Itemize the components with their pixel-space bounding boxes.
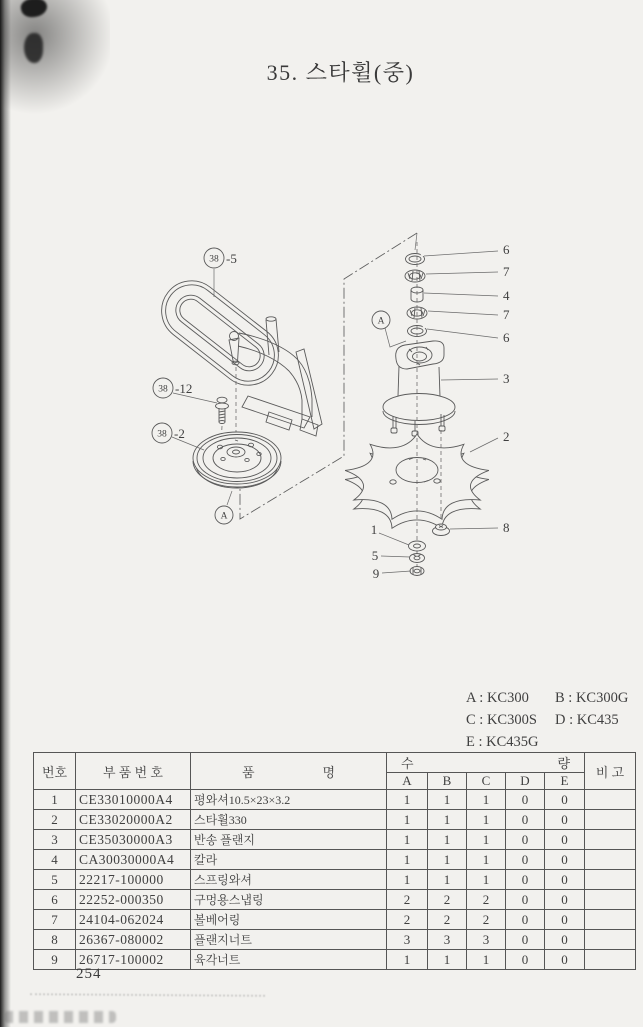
remarks-cell — [585, 870, 636, 890]
svg-text:38: 38 — [209, 254, 219, 265]
qty-cell: 0 — [545, 910, 585, 930]
legend-separator: : — [565, 712, 577, 728]
no-cell: 2 — [34, 810, 76, 830]
section-marker-a-right — [372, 311, 406, 347]
callout-38-5 — [204, 248, 237, 297]
parts-table — [33, 752, 636, 970]
part-no-cell: CE35030000A3 — [76, 830, 191, 850]
svg-text:A: A — [377, 316, 385, 327]
legend-value: KC435G — [486, 734, 539, 750]
remarks-cell — [585, 850, 636, 870]
svg-text:4: 4 — [503, 288, 510, 303]
snap-ring — [406, 252, 427, 265]
qty-cell: 1 — [467, 830, 506, 850]
section-marker-a-left — [215, 491, 233, 524]
qty-cell: 0 — [545, 850, 585, 870]
name-cell: 칼라 — [191, 850, 387, 870]
qty-cell: 1 — [387, 870, 428, 890]
svg-text:38: 38 — [158, 384, 168, 395]
qty-cell: 0 — [545, 830, 585, 850]
svg-text:6: 6 — [503, 330, 510, 345]
legend-entry — [555, 687, 628, 709]
name-header-left: 품 — [242, 764, 255, 780]
no-cell: 6 — [34, 890, 76, 910]
model-header-c: C — [467, 773, 506, 790]
legend-separator: : — [564, 690, 576, 706]
qty-cell: 1 — [387, 790, 428, 810]
page-title: 35. 스타휠(중) — [266, 60, 415, 85]
qty-cell: 0 — [506, 950, 545, 970]
qty-cell: 1 — [428, 850, 467, 870]
col-header-qty — [387, 753, 585, 773]
legend-separator: : — [475, 712, 487, 728]
qty-cell: 0 — [506, 830, 545, 850]
qty-cell: 1 — [428, 950, 467, 970]
table-row — [34, 890, 636, 910]
legend-row — [466, 687, 636, 709]
qty-cell: 1 — [428, 870, 467, 890]
qty-cell: 0 — [545, 890, 585, 910]
name-cell: 반송 플랜지 — [191, 830, 387, 850]
col-header-name — [191, 753, 387, 790]
qty-cell: 0 — [506, 870, 545, 890]
name-cell: 볼베어링 — [191, 910, 387, 930]
part-no-cell: 22252-000350 — [76, 890, 191, 910]
part-no-cell: 26717-100002 — [76, 950, 191, 970]
model-header-e: E — [545, 773, 585, 790]
qty-cell: 1 — [387, 950, 428, 970]
legend-value: KC300S — [486, 712, 537, 728]
name-cell: 구멍용스냅링 — [191, 890, 387, 910]
callout-38-12 — [153, 378, 217, 403]
qty-cell: 3 — [467, 930, 506, 950]
svg-text:-5: -5 — [226, 251, 237, 266]
qty-cell: 2 — [387, 890, 428, 910]
svg-text:-2: -2 — [174, 426, 185, 441]
page-number: 254 — [76, 966, 102, 982]
remarks-cell — [585, 930, 636, 950]
no-cell: 3 — [34, 830, 76, 850]
table-row — [34, 810, 636, 830]
table-row — [34, 830, 636, 850]
model-header-d: D — [506, 773, 545, 790]
svg-text:5: 5 — [371, 548, 379, 563]
qty-cell: 2 — [428, 910, 467, 930]
part-no-cell: CE33020000A2 — [76, 810, 191, 830]
qty-cell: 1 — [467, 850, 506, 870]
svg-text:2: 2 — [503, 429, 510, 444]
qty-cell: 1 — [467, 810, 506, 830]
remarks-cell — [585, 830, 636, 850]
part-no-cell: 26367-080002 — [76, 930, 191, 950]
callout-7-bottom — [428, 307, 510, 322]
callout-2 — [470, 429, 510, 452]
section-boundary-line — [240, 233, 417, 519]
model-header-b: B — [428, 773, 467, 790]
collar — [411, 287, 423, 302]
qty-cell: 0 — [545, 810, 585, 830]
name-cell: 스프링와셔 — [191, 870, 387, 890]
legend-key: E — [466, 734, 475, 750]
legend-entry — [466, 687, 555, 709]
legend-key: C — [466, 712, 476, 728]
spring-washer — [410, 554, 425, 563]
svg-text:7: 7 — [503, 307, 510, 322]
table-row — [34, 850, 636, 870]
name-cell: 스타휠330 — [191, 810, 387, 830]
legend-value: KC300 — [486, 690, 529, 706]
scan-binding-edge — [0, 0, 11, 1027]
model-header-a: A — [387, 773, 428, 790]
star-wheel-disc — [193, 432, 281, 488]
table-row — [34, 910, 636, 930]
remarks-cell — [585, 810, 636, 830]
name-header-right: 명 — [322, 764, 335, 780]
no-cell: 5 — [34, 870, 76, 890]
qty-header-right: 량 — [557, 756, 571, 771]
qty-cell: 3 — [428, 930, 467, 950]
model-legend — [466, 687, 636, 753]
qty-cell: 1 — [428, 830, 467, 850]
col-header-part-no: 부 품 번 호 — [76, 753, 191, 790]
no-cell: 8 — [34, 930, 76, 950]
legend-value: KC435 — [576, 712, 619, 728]
legend-value: KC300G — [575, 690, 629, 706]
callout-6-bottom — [427, 329, 510, 345]
qty-cell: 0 — [506, 790, 545, 810]
header-row — [34, 753, 636, 773]
col-header-remarks: 비 고 — [585, 753, 636, 790]
svg-text:3: 3 — [503, 371, 510, 386]
snap-ring — [408, 324, 429, 337]
svg-text:9: 9 — [372, 566, 380, 581]
qty-cell: 1 — [467, 790, 506, 810]
plain-washer — [409, 541, 426, 551]
qty-cell: 1 — [387, 830, 428, 850]
part-no-cell: 24104-062024 — [76, 910, 191, 930]
ball-bearing — [407, 307, 427, 319]
table-row — [34, 950, 636, 970]
col-header-no: 번호 — [34, 753, 76, 790]
star-wheel — [345, 434, 489, 528]
qty-cell: 1 — [428, 790, 467, 810]
qty-cell: 0 — [545, 950, 585, 970]
svg-text:-12: -12 — [175, 381, 193, 396]
legend-key: D — [555, 712, 566, 728]
bolt — [216, 397, 229, 446]
callout-7-top — [426, 264, 510, 279]
qty-cell: 0 — [506, 850, 545, 870]
svg-text:38: 38 — [157, 429, 167, 440]
hex-nut — [410, 567, 424, 576]
remarks-cell — [585, 790, 636, 810]
legend-entry — [466, 731, 555, 753]
qty-cell: 0 — [506, 930, 545, 950]
qty-cell: 2 — [428, 890, 467, 910]
qty-header-left: 수 — [401, 756, 414, 771]
ball-bearing — [405, 270, 425, 282]
callout-4 — [424, 288, 510, 303]
table-row — [34, 930, 636, 950]
legend-entry — [555, 709, 619, 731]
part-no-cell: CA30030000A4 — [76, 850, 191, 870]
qty-cell: 2 — [467, 910, 506, 930]
flange-nut — [433, 524, 450, 536]
qty-cell: 2 — [467, 890, 506, 910]
callout-6-top — [424, 242, 510, 257]
scan-smudge — [30, 993, 265, 1003]
table-row — [34, 790, 636, 810]
svg-text:8: 8 — [503, 520, 510, 535]
callout-38-2 — [152, 423, 204, 450]
qty-cell: 1 — [467, 870, 506, 890]
name-cell: 육각너트 — [191, 950, 387, 970]
qty-cell: 1 — [467, 950, 506, 970]
remarks-cell — [585, 890, 636, 910]
no-cell: 9 — [34, 950, 76, 970]
legend-key: B — [555, 690, 565, 706]
qty-cell: 0 — [506, 810, 545, 830]
scan-smudge — [4, 1011, 116, 1023]
qty-cell: 1 — [387, 850, 428, 870]
no-cell: 7 — [34, 910, 76, 930]
conveying-flange — [383, 341, 455, 436]
callout-5 — [372, 548, 410, 563]
svg-text:6: 6 — [503, 242, 510, 257]
legend-separator: : — [474, 734, 487, 750]
qty-cell: 1 — [428, 810, 467, 830]
qty-cell: 0 — [545, 790, 585, 810]
qty-cell: 1 — [387, 810, 428, 830]
legend-row — [466, 709, 636, 731]
part-no-cell: 22217-100000 — [76, 870, 191, 890]
callout-1 — [371, 522, 409, 545]
svg-text:7: 7 — [503, 264, 510, 279]
remarks-cell — [585, 950, 636, 970]
table-row — [34, 870, 636, 890]
qty-cell: 2 — [387, 910, 428, 930]
callout-3 — [441, 371, 510, 386]
qty-cell: 0 — [545, 870, 585, 890]
svg-text:A: A — [220, 511, 228, 522]
qty-cell: 0 — [506, 910, 545, 930]
callout-9 — [373, 566, 411, 581]
part-no-cell: CE33010000A4 — [76, 790, 191, 810]
qty-cell: 0 — [545, 930, 585, 950]
svg-text:1: 1 — [370, 522, 378, 537]
callout-8 — [450, 520, 510, 535]
qty-cell: 0 — [506, 890, 545, 910]
no-cell: 1 — [34, 790, 76, 810]
lever-assembly — [150, 269, 322, 449]
no-cell: 4 — [34, 850, 76, 870]
name-cell: 평와셔10.5×23×3.2 — [191, 790, 387, 810]
name-cell: 플랜지너트 — [191, 930, 387, 950]
qty-cell: 3 — [387, 930, 428, 950]
legend-key: A — [466, 690, 476, 706]
remarks-cell — [585, 910, 636, 930]
legend-separator: : — [475, 690, 487, 706]
legend-row — [466, 731, 636, 753]
legend-entry — [466, 709, 555, 731]
